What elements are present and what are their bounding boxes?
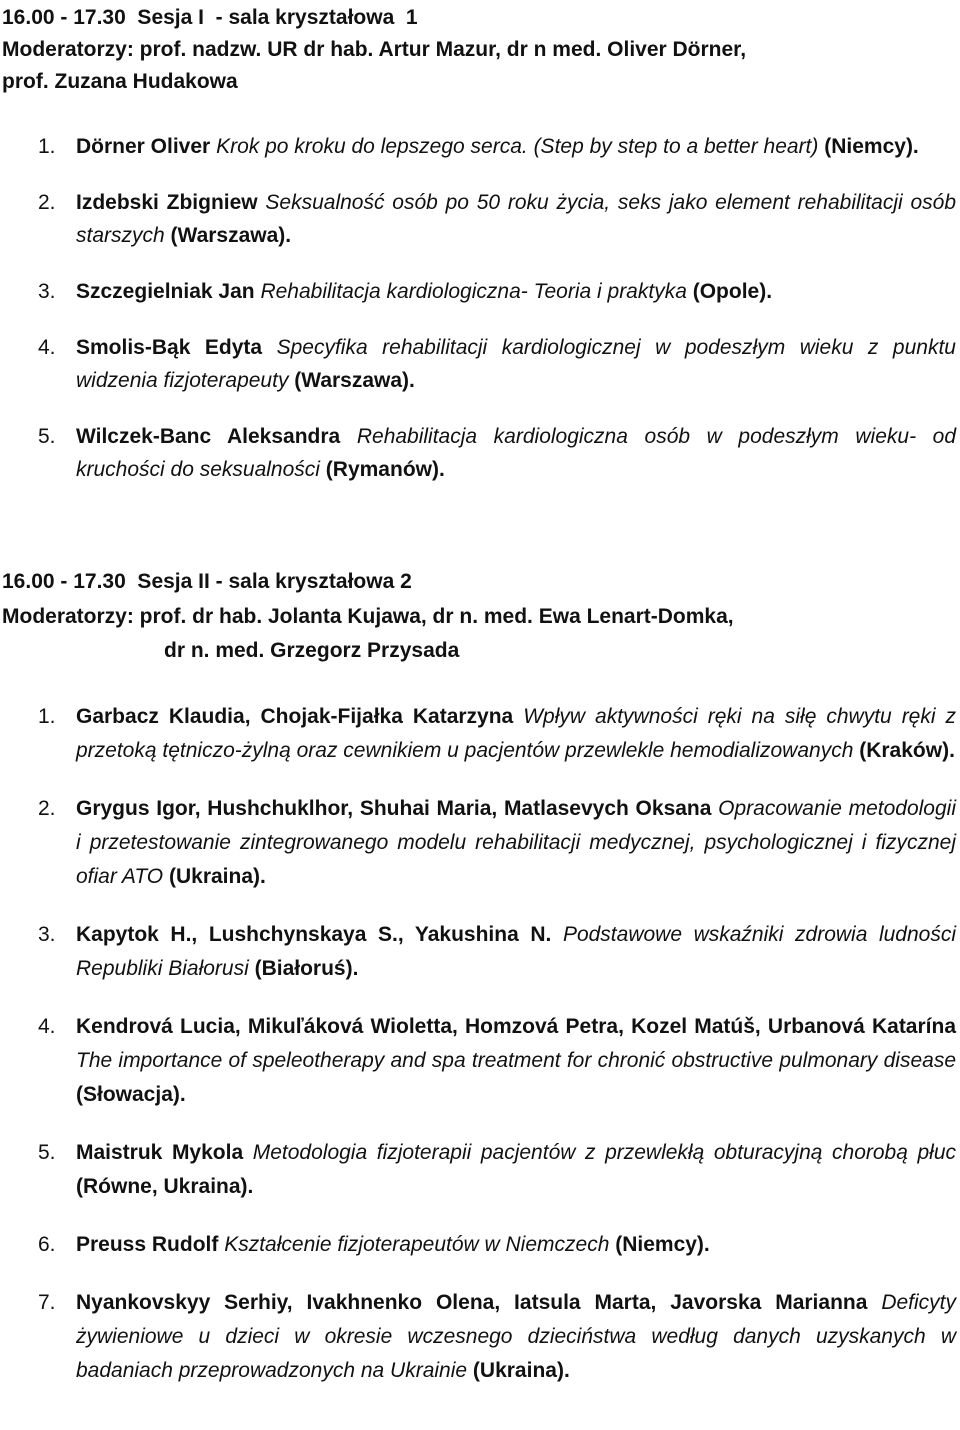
item-title: The importance of speleotherapy and spa treatment for chronić obstructive pulmonary disease: [76, 1049, 956, 1072]
item-title: Kształcenie fizjoterapeutów w Niemczech: [224, 1233, 610, 1256]
item-number: 7.: [38, 1291, 56, 1314]
session-1-moderators-line2: prof. Zuzana Hudakowa: [2, 70, 238, 93]
item-authors: Izdebski Zbigniew: [76, 191, 258, 214]
item-authors: Preuss Rudolf: [76, 1233, 219, 1256]
session-2-title: 16.00 - 17.30 Sesja II - sala kryształowa 2: [2, 570, 412, 593]
program-item: [0, 1286, 956, 1388]
program-item: [0, 792, 956, 894]
item-title: Wpływ aktywności ręki na siłę chwytu ręki z przetoką tętniczo-żylną oraz cewnikiem u pacjentów przewlekle hemodializowanych: [76, 705, 957, 762]
item-title: Seksualność osób po 50 roku życia, seks jako element rehabilitacji osób starszych: [76, 191, 956, 247]
item-title: Podstawowe wskaźniki zdrowia ludności Republiki Białorusi: [76, 923, 957, 980]
item-number: 6.: [38, 1233, 56, 1256]
item-city: (Kraków).: [859, 739, 955, 762]
item-number: 3.: [38, 923, 56, 946]
program-item: [0, 1228, 956, 1262]
item-city: (Warszawa).: [170, 224, 292, 247]
item-number: 4.: [38, 1015, 56, 1038]
item-number: 1.: [38, 135, 56, 158]
program-item: [0, 331, 956, 397]
item-number: 4.: [38, 336, 56, 359]
item-number: 1.: [38, 705, 56, 728]
item-city: (Opole).: [692, 280, 773, 303]
item-number: 5.: [38, 1141, 56, 1164]
item-title: Opracowanie metodologii i przetestowanie zintegrowanego modelu rehabilitacji medycznej, psychologicznej i fizycznej ofiar ATO: [76, 797, 956, 888]
program-item: [0, 918, 956, 986]
item-city: (Warszawa).: [294, 369, 415, 392]
item-authors: Kendrová Lucia, Mikuľáková Wioletta, Homzová Petra, Kozel Matúš, Urbanová Katarína: [76, 1015, 956, 1038]
item-number: 2.: [38, 191, 56, 214]
item-authors: Grygus Igor, Hushchuklhor, Shuhai Maria, Matlasevych Oksana: [76, 797, 712, 820]
program-item: [0, 275, 956, 308]
item-authors: Wilczek-Banc Aleksandra: [76, 425, 341, 448]
item-title: Specyfika rehabilitacji kardiologicznej w podeszłym wieku z punktu widzenia fizjoterapeuty: [76, 336, 956, 392]
program-item: [0, 700, 956, 768]
item-city: (Ukraina).: [472, 1359, 570, 1382]
session-2-moderators-line1: Moderatorzy: prof. dr hab. Jolanta Kujawa, dr n. med. Ewa Lenart-Domka,: [2, 605, 734, 628]
session-2-moderators-line2: dr n. med. Grzegorz Przysada: [164, 639, 460, 662]
program-item: [0, 130, 956, 163]
item-authors: Nyankovskyy Serhiy, Ivakhnenko Olena, Iatsula Marta, Javorska Marianna: [76, 1291, 868, 1314]
session-1-title: 16.00 - 17.30 Sesja I - sala kryształowa 1: [2, 6, 418, 29]
item-authors: Smolis-Bąk Edyta: [76, 336, 263, 359]
session-1-moderators-line1: Moderatorzy: prof. nadzw. UR dr hab. Artur Mazur, dr n med. Oliver Dörner,: [2, 38, 747, 61]
item-authors: Garbacz Klaudia, Chojak-Fijałka Katarzyna: [76, 705, 514, 728]
item-city: (Ukraina).: [168, 865, 266, 888]
item-city: (Słowacja).: [76, 1083, 186, 1106]
item-title: Krok po kroku do lepszego serca. (Step by step to a better heart): [216, 135, 819, 158]
item-title: Rehabilitacja kardiologiczna osób w podeszłym wieku- od kruchości do seksualności: [76, 425, 957, 481]
item-authors: Szczegielniak Jan: [76, 280, 255, 303]
item-number: 5.: [38, 425, 56, 448]
item-authors: Maistruk Mykola: [76, 1141, 244, 1164]
item-city: (Niemcy).: [615, 1233, 710, 1256]
item-title: Metodologia fizjoterapii pacjentów z przewlekłą obturacyjną chorobą płuc: [252, 1141, 957, 1164]
item-city: (Równe, Ukraina).: [76, 1175, 254, 1198]
item-title: Deficyty żywieniowe u dzieci w okresie wczesnego dzieciństwa według danych uzyskanych w badaniach przeprowadzonych na Ukrainie: [76, 1291, 956, 1382]
program-item: [0, 186, 956, 252]
item-authors: Dörner Oliver: [76, 135, 211, 158]
program-item: [0, 1136, 956, 1204]
item-number: 2.: [38, 797, 56, 820]
item-authors: Kapytok H., Lushchynskaya S., Yakushina N.: [76, 923, 552, 946]
session-2-moderators: [2, 600, 957, 668]
session-2-program-list: [0, 700, 960, 1412]
session-1-moderators: [2, 34, 957, 98]
item-number: 3.: [38, 280, 56, 303]
program-item: [0, 420, 956, 486]
program-item: [0, 1010, 956, 1112]
item-city: (Rymanów).: [325, 458, 445, 481]
session-1-program-list: [0, 130, 960, 509]
item-city: (Niemcy).: [824, 135, 919, 158]
item-title: Rehabilitacja kardiologiczna- Teoria i praktyka: [260, 280, 687, 303]
item-city: (Białoruś).: [254, 957, 359, 980]
